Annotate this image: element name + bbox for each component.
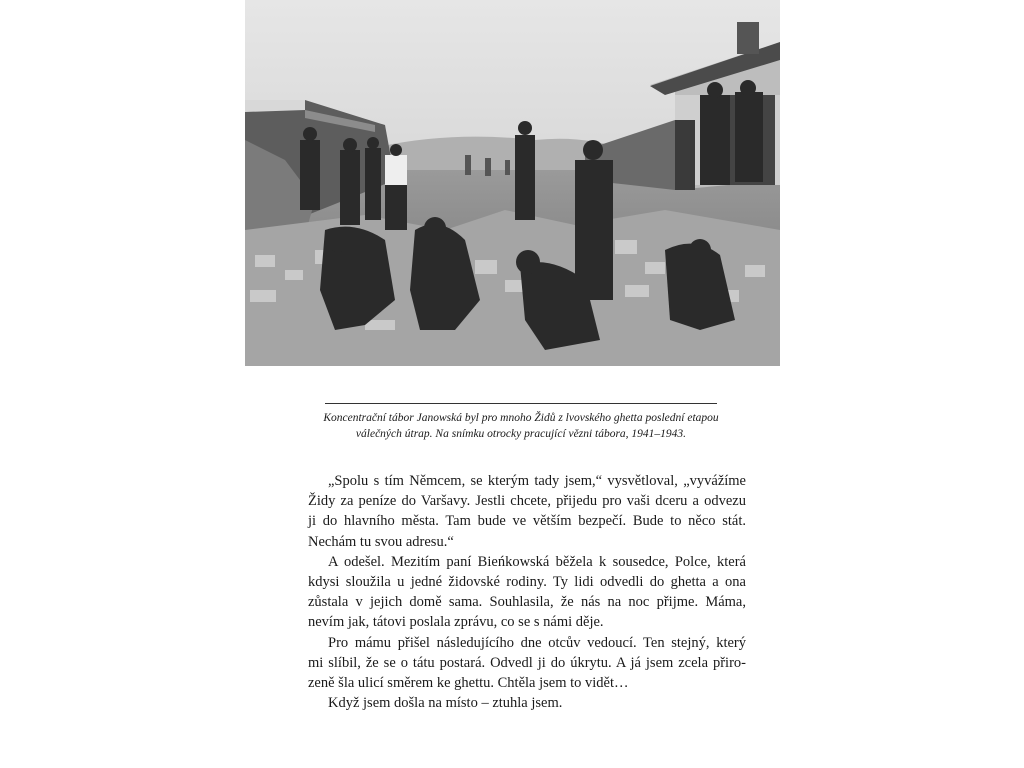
text-line: Nechám tu svou adresu.“ bbox=[308, 533, 454, 550]
paragraph bbox=[308, 633, 746, 694]
text-line: „Spolu s tím Němcem, se kterým tady jsem,“ vysvětloval, „vyvážíme bbox=[328, 473, 746, 489]
historical-photo bbox=[245, 0, 780, 366]
paragraph bbox=[308, 471, 746, 552]
caption-divider bbox=[325, 403, 717, 404]
text-line: mi slíbil, že se o tátu postará. Odvedl ji do úkrytu. A já jsem zcela přiro- bbox=[308, 654, 746, 671]
text-line: zůstala v jejich domě sama. Souhlasila, že nás na noc přijme. Máma, bbox=[308, 594, 746, 611]
text-line: kdysi sloužila u jedné židovské rodiny. Ty lidi odvedli do ghetta a ona bbox=[308, 574, 746, 591]
text-line: Židy za peníze do Varšavy. Jestli chcete, přijedu pro vaši dceru a odvezu bbox=[308, 493, 746, 510]
text-line: ji do hlavního města. Tam bude ve větším bezpečí. Bude to něco stát. bbox=[308, 513, 746, 530]
text-line: Pro mámu přišel následujícího dne otcův vedoucí. Ten stejný, který bbox=[328, 634, 746, 651]
text-line: A odešel. Mezitím paní Bieńkowská běžela k sousedce, Polce, která bbox=[328, 553, 746, 570]
body-text bbox=[308, 471, 746, 713]
text-line: nevím jak, tátovi poslala zprávu, co se s námi děje. bbox=[308, 614, 604, 631]
caption-line: válečných útrap. Na snímku otrocky pracující vězni tábora, 1941–1943. bbox=[355, 428, 687, 440]
text-line: zeně šla ulicí směrem ke ghettu. Chtěla jsem to vidět… bbox=[308, 675, 629, 692]
text-line: Když jsem došla na místo – ztuhla jsem. bbox=[328, 695, 563, 712]
photo-icon bbox=[245, 0, 780, 366]
paragraph bbox=[308, 693, 746, 713]
caption-line: Koncentrační tábor Janowská byl pro mnoho Židů z lvovského ghetta poslední etapou bbox=[323, 412, 719, 424]
photo-caption bbox=[318, 410, 724, 442]
paragraph bbox=[308, 552, 746, 633]
